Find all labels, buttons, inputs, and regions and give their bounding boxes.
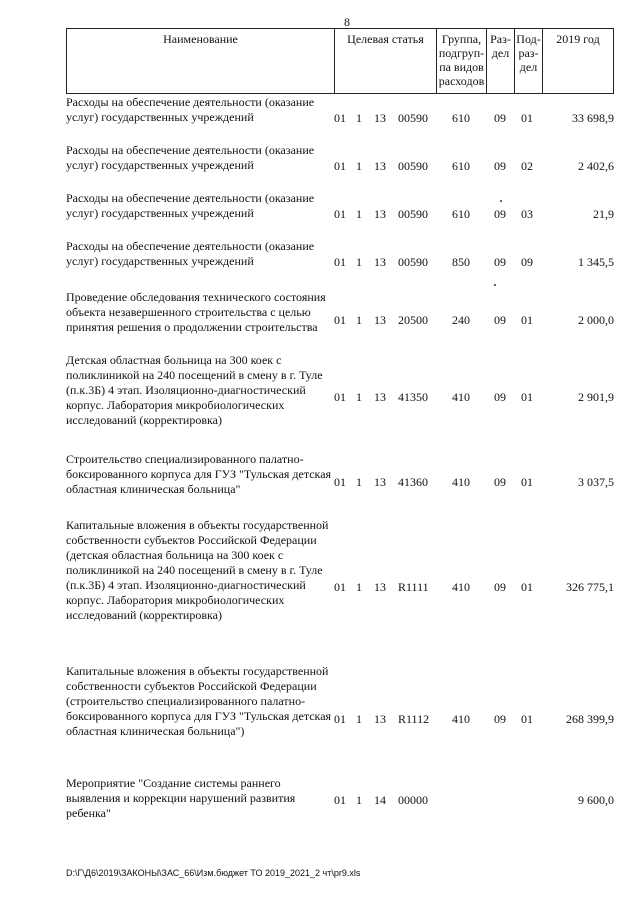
page-number: 8	[344, 15, 350, 29]
row-c3: 14	[374, 793, 386, 807]
row-podrazdel: 02	[521, 159, 533, 173]
header-name: Наименование	[66, 28, 334, 94]
row-sum: 2 402,6	[578, 159, 614, 173]
row-group: 410	[452, 475, 470, 489]
row-c1: 01	[334, 207, 346, 221]
table-header	[66, 28, 614, 94]
header-year: 2019 год	[542, 28, 614, 94]
row-podrazdel: 01	[521, 111, 533, 125]
row-c4: 00590	[398, 159, 428, 173]
row-name: Детская областная больница на 300 коек с поликлиникой на 240 посещений в смену в г. Туле (п.к.3Б) 4 этап. Изоляционно-диагностический корпус. Лаборатория микробиологических исследований (корректировка)	[66, 353, 323, 427]
row-c3: 13	[374, 580, 386, 594]
row-c2: 1	[356, 159, 362, 173]
row-c2: 1	[356, 580, 362, 594]
row-group: 610	[452, 207, 470, 221]
row-name: Расходы на обеспечение деятельности (оказание услуг) государственных учреждений	[66, 191, 315, 220]
row-c3: 13	[374, 390, 386, 404]
row-c4: 00590	[398, 255, 428, 269]
row-c4: 00590	[398, 111, 428, 125]
header-group-line: расходов	[438, 74, 485, 88]
header-razdel-line: дел	[491, 46, 510, 60]
row-c3: 13	[374, 313, 386, 327]
row-c3: 13	[374, 159, 386, 173]
row-c3: 13	[374, 207, 386, 221]
row-group: 410	[452, 580, 470, 594]
row-c4: 00590	[398, 207, 428, 221]
row-sum: 33 698,9	[572, 111, 614, 125]
row-name: Проведение обследования технического состояния объекта незавершенного строительства с целью принятия решения о продолжении строительства	[66, 290, 326, 334]
row-c1: 01	[334, 475, 346, 489]
row-razdel: 09	[494, 207, 506, 221]
row-podrazdel: 09	[521, 255, 533, 269]
row-name: Строительство специализированного палатно-боксированного корпуса для ГУЗ "Тульская детская областная клиническая больница"	[66, 452, 332, 496]
row-sum: 21,9	[593, 207, 614, 221]
row-c2: 1	[356, 712, 362, 726]
header-razdel-line: Раз-	[490, 32, 511, 46]
row-name: Расходы на обеспечение деятельности (оказание услуг) государственных учреждений	[66, 143, 315, 172]
row-sum: 9 600,0	[578, 793, 614, 807]
scan-dot	[500, 200, 502, 202]
row-c2: 1	[356, 255, 362, 269]
row-razdel: 09	[494, 580, 506, 594]
row-c2: 1	[356, 111, 362, 125]
row-group: 610	[452, 159, 470, 173]
row-c1: 01	[334, 390, 346, 404]
row-razdel: 09	[494, 255, 506, 269]
row-razdel: 09	[494, 313, 506, 327]
header-group-line: па видов	[439, 60, 484, 74]
row-sum: 3 037,5	[578, 475, 614, 489]
row-podrazdel: 01	[521, 712, 533, 726]
header-target: Целевая статья	[334, 28, 436, 94]
row-sum: 2 000,0	[578, 313, 614, 327]
row-c2: 1	[356, 313, 362, 327]
row-c1: 01	[334, 159, 346, 173]
row-podrazdel: 01	[521, 580, 533, 594]
file-path-footer: D:\Г\Д6\2019\ЗАКОНЫ\ЗАС_66\Изм.бюджет ТО 2019_2021_2 чт\pr9.xls	[66, 868, 361, 878]
row-sum: 2 901,9	[578, 390, 614, 404]
row-podrazdel: 03	[521, 207, 533, 221]
row-c1: 01	[334, 111, 346, 125]
row-c4: 41350	[398, 390, 428, 404]
row-podrazdel: 01	[521, 390, 533, 404]
header-podrazdel-line: дел	[519, 60, 538, 74]
header-podrazdel-line: Под-	[516, 32, 541, 46]
row-c1: 01	[334, 313, 346, 327]
row-sum: 1 345,5	[578, 255, 614, 269]
row-name: Расходы на обеспечение деятельности (оказание услуг) государственных учреждений	[66, 95, 315, 124]
row-podrazdel: 01	[521, 475, 533, 489]
row-c4: R1111	[398, 580, 429, 594]
row-c3: 13	[374, 255, 386, 269]
row-razdel: 09	[494, 390, 506, 404]
row-razdel: 09	[494, 475, 506, 489]
row-c1: 01	[334, 255, 346, 269]
row-c3: 13	[374, 712, 386, 726]
row-group: 410	[452, 712, 470, 726]
row-c3: 13	[374, 475, 386, 489]
row-name: Капитальные вложения в объекты государственной собственности субъектов Российской Федерации (детская областная больница на 300 коек с поликлиникой на 240 посещений в смену в г. Туле (п.к.3Б) 4 этап. Изоляционно-диагностический корпус. Лаборатория микробиологических исследований (корректировка)	[66, 518, 329, 622]
row-group: 850	[452, 255, 470, 269]
header-group-line: подгруп-	[438, 46, 485, 60]
row-c4: 00000	[398, 793, 428, 807]
header-group-line: Группа,	[441, 32, 482, 46]
row-c1: 01	[334, 580, 346, 594]
row-c4: 41360	[398, 475, 428, 489]
row-sum: 268 399,9	[566, 712, 614, 726]
row-name: Мероприятие "Создание системы раннего выявления и коррекции нарушений развития ребенка"	[66, 776, 296, 820]
row-sum: 326 775,1	[566, 580, 614, 594]
row-group: 610	[452, 111, 470, 125]
row-c2: 1	[356, 475, 362, 489]
row-c2: 1	[356, 390, 362, 404]
row-c3: 13	[374, 111, 386, 125]
row-razdel: 09	[494, 159, 506, 173]
row-podrazdel: 01	[521, 313, 533, 327]
scan-dot	[494, 284, 496, 286]
row-group: 240	[452, 313, 470, 327]
header-group	[436, 28, 486, 94]
header-podrazdel	[514, 28, 542, 94]
header-podrazdel-line: раз-	[518, 46, 539, 60]
row-name: Капитальные вложения в объекты государственной собственности субъектов Российской Федерации (строительство специализированного палатно-боксированного корпуса для ГУЗ "Тульская детская областная клиническая больница")	[66, 664, 332, 738]
row-c1: 01	[334, 793, 346, 807]
row-c2: 1	[356, 207, 362, 221]
header-razdel	[486, 28, 514, 94]
row-c4: R1112	[398, 712, 430, 726]
row-razdel: 09	[494, 111, 506, 125]
row-group: 410	[452, 390, 470, 404]
row-c4: 20500	[398, 313, 428, 327]
row-c2: 1	[356, 793, 362, 807]
row-razdel: 09	[494, 712, 506, 726]
row-c1: 01	[334, 712, 346, 726]
row-name: Расходы на обеспечение деятельности (оказание услуг) государственных учреждений	[66, 239, 315, 268]
